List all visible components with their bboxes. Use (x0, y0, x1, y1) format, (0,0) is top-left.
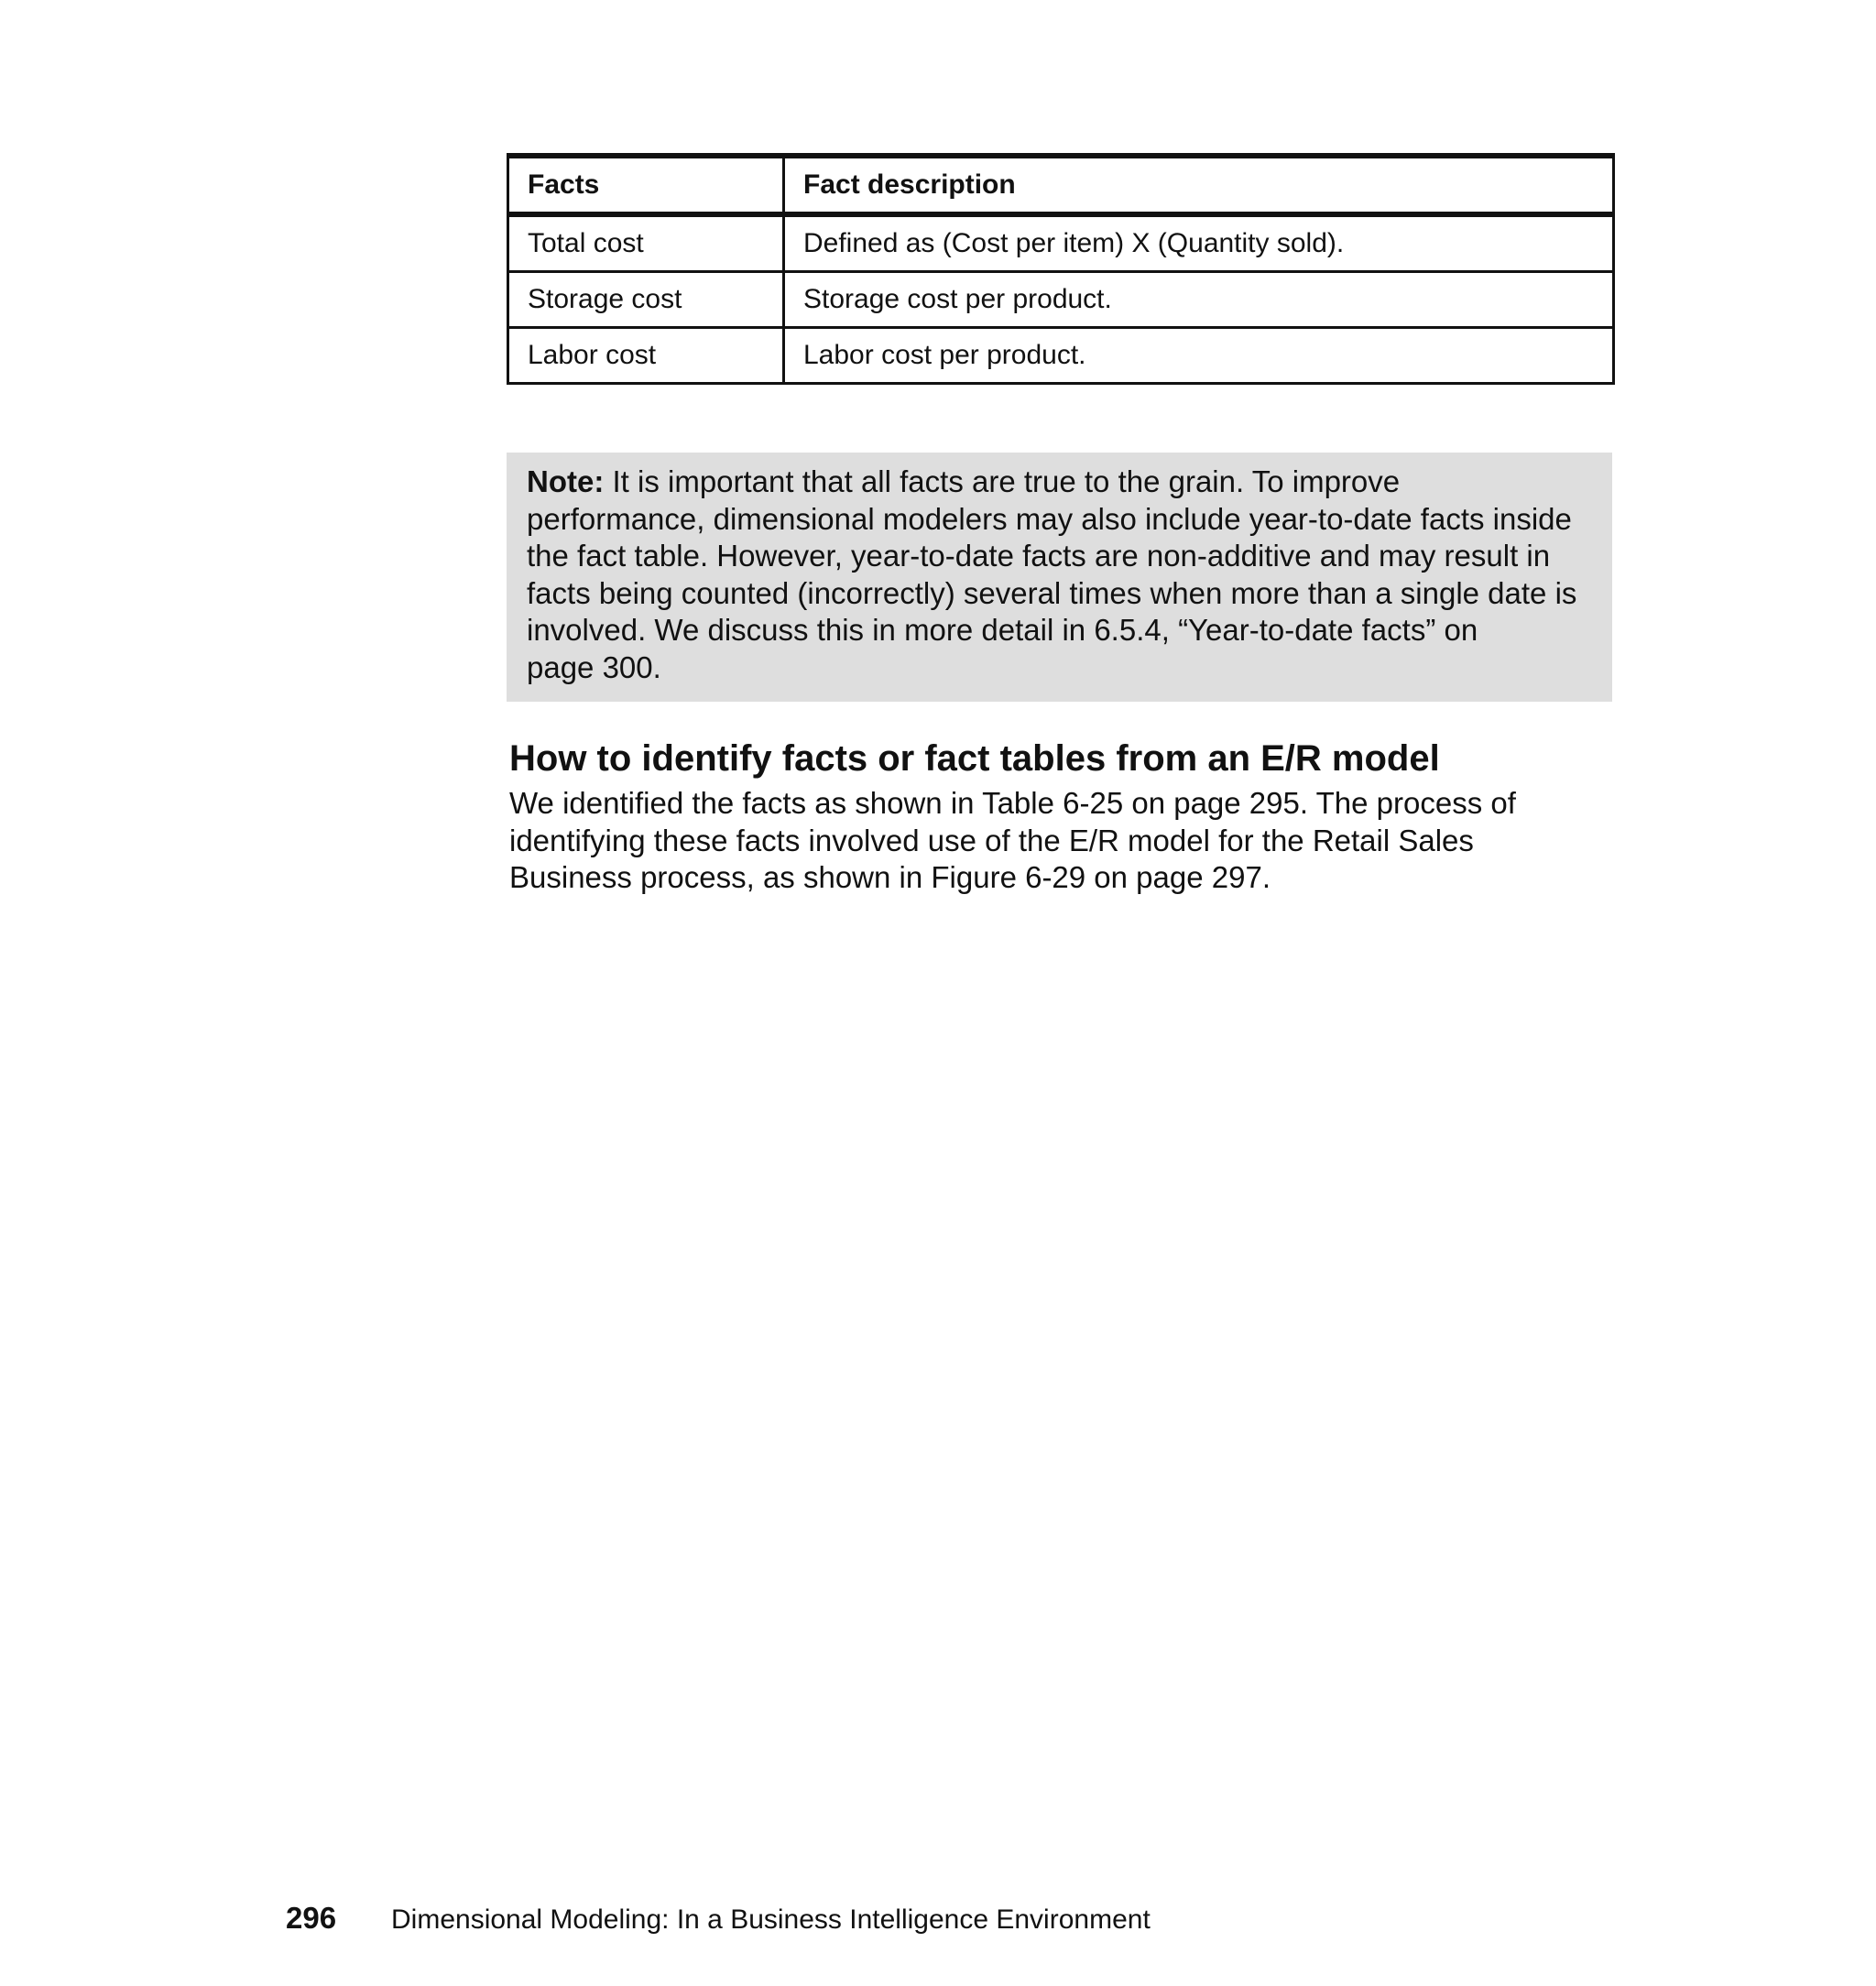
note-label: Note: (527, 464, 605, 498)
table-cell: Storage cost per product. (784, 272, 1614, 328)
page-footer (286, 1900, 1151, 1938)
table-cell: Defined as (Cost per item) X (Quantity sold). (784, 214, 1614, 272)
book-title: Dimensional Modeling: In a Business Intelligence Environment (391, 1904, 1151, 1935)
paragraph-line: Business process, as shown in Figure 6-29 on page 297. (509, 860, 1271, 894)
table-row (508, 214, 1614, 272)
table-row (508, 328, 1614, 384)
note-line: the fact table. However, year-to-date facts are non-additive and may result in (527, 539, 1551, 573)
note-line: performance, dimensional modelers may also include year-to-date facts inside (527, 501, 1572, 536)
page-number: 296 (286, 1901, 337, 1935)
column-header-facts: Facts (508, 156, 784, 214)
paragraph-line: identifying these facts involved use of the E/R model for the Retail Sales (509, 823, 1474, 857)
table-cell: Labor cost (508, 328, 784, 384)
paragraph-line: We identified the facts as shown in Table 6-25 on page 295. The process of (509, 786, 1516, 820)
note-line: involved. We discuss this in more detail in 6.5.4, “Year-to-date facts” on (527, 613, 1478, 647)
table-row (508, 272, 1614, 328)
table-header-row (508, 156, 1614, 214)
note-line (527, 464, 1594, 501)
note-box (507, 453, 1612, 702)
note-line: facts being counted (incorrectly) several times when more than a single date is (527, 575, 1577, 610)
table-cell: Storage cost (508, 272, 784, 328)
column-header-fact-description: Fact description (784, 156, 1614, 214)
note-line: page 300. (527, 649, 661, 684)
table-cell: Labor cost per product. (784, 328, 1614, 384)
body-paragraph (509, 785, 1645, 897)
note-text: It is important that all facts are true to the grain. To improve (604, 464, 1401, 498)
facts-table (507, 153, 1615, 385)
table-cell: Total cost (508, 214, 784, 272)
section-heading: How to identify facts or fact tables from an E/R model (509, 738, 1440, 779)
